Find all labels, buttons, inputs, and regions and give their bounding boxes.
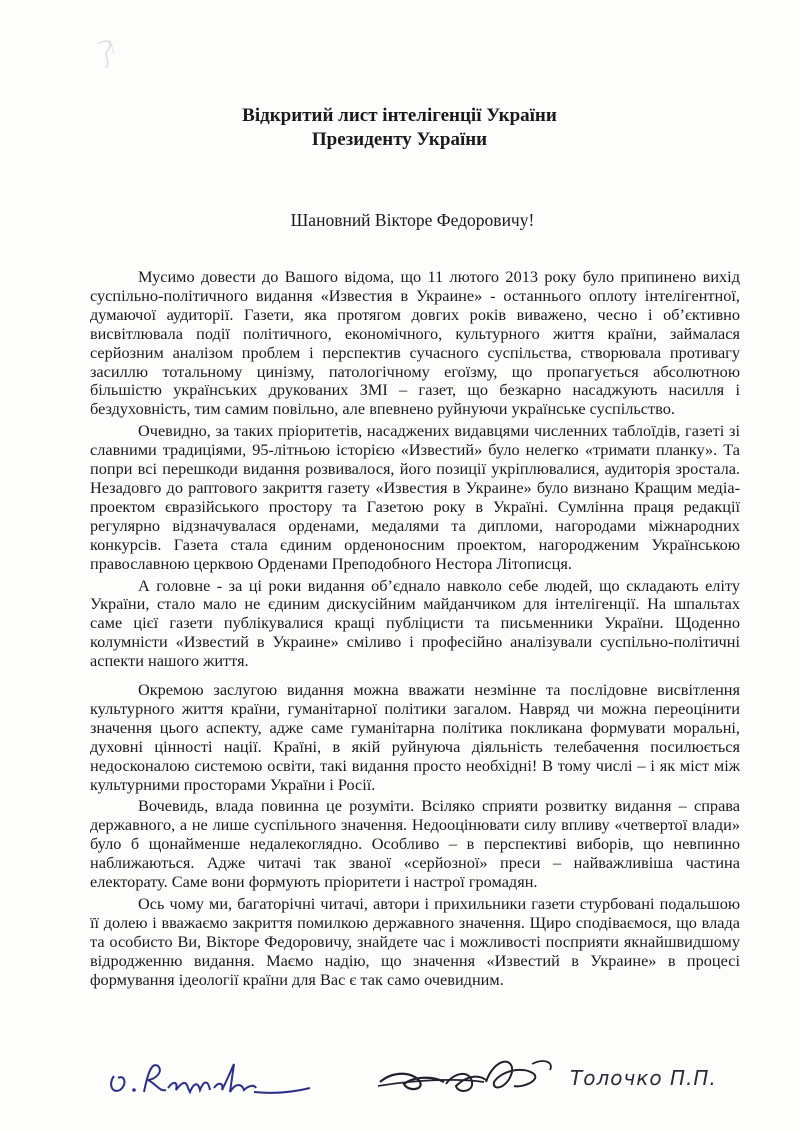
signature-area: [104, 1052, 744, 1112]
paragraph-2: Очевидно, за таких пріоритетів, насаджених видавцями численних таблоїдів, газеті зі славними традиціями, 95-літньою історією «Известий» було нелегко «тримати планку». Та попри всі перешкоди видання розвивалося, його позиції укріплювалися, аудиторія зростала. Незадовго до раптового закриття газету «Известия в Украине» було визнано Кращим медіа-проектом євразійського простору та Газетою року в Україні. Сумлінна праця редакції регулярно відзначувалася орденами, медалями та дипломи, нагородами міжнародних конкурсів. Газета стала єдиним орденоносним проектом, нагородженим Українською православною церквою Орденами Преподобного Нестора Літописця.: [90, 421, 740, 573]
signature-2-handwritten: [374, 1052, 564, 1104]
margin-pencil-mark: [92, 36, 122, 76]
paragraph-4: Окремою заслугою видання можна вважати незмінне та послідовне висвітлення культурного життя країни, гуманітарної політики загалом. Навряд чи можна переоцінити значення цього аспекту, адже саме гуманітарна політика покликана формувати моральні, духовні цінності нації. Країні, в якій руйнуюча діяльність телебачення посилюється недосконалою системою освіти, такі видання просто необхідні! В тому числі – і як міст між культурними просторами України і Росії.: [90, 680, 740, 794]
paragraph-5: Вочевидь, влада повинна це розуміти. Всіляко сприяти розвитку видання – справа державного, а не лише суспільного значення. Недооцінювати силу впливу «четвертої влади» було б щонайменше недалекоглядно. Особливо – в перспективі виборів, що невпинно наближаються. Адже читачі так званої «серйозної» преси – найважливіша частина електорату. Саме вони формують пріоритети і настрої громадян.: [90, 796, 740, 892]
title-line-2: Президенту України: [311, 129, 488, 150]
letter-body: [90, 268, 740, 993]
paragraph-3: А головне - за ці роки видання об’єднало навколо себе людей, що складають еліту України, стало мало не єдиним дискусійним майданчиком для інтелігенції. На шпальтах саме цієї газети публікувалися кращі публіцисти та письменники України. Щоденно колумністи «Известий в Украине» сміливо і професійно аналізували суспільно-політичні аспекти нашого життя.: [90, 575, 740, 671]
signer-2-name: Толочко П.П.: [570, 1066, 717, 1090]
signature-1-handwritten: [104, 1052, 314, 1102]
title-line-1: Відкритий лист інтелігенції України: [242, 105, 557, 126]
letter-title: [0, 104, 799, 152]
paragraph-1: Мусимо довести до Вашого відома, що 11 лютого 2013 року було припинено вихід суспільно-політичного видання «Известия в Украине» - останнього оплоту інтелігентної, думаючої аудиторії. Газети, яка протягом довгих років виважено, чесно і об’єктивно висвітлювала події політичного, економічного, культурного життя країни, займалася серйозним аналізом проблем і перспектив сучасного суспільства, створювала противагу засиллю тотальному цинізму, патологічному егоїзму, що пропагується абсолютною більшістю українських друкованих ЗМІ – газет, що безкарно насаджують насилля і бездуховність, тим самим повільно, але впевнено руйнуючи українське суспільство.: [90, 267, 740, 419]
paragraph-6: Ось чому ми, багаторічні читачі, автори і прихильники газети стурбовані подальшою її долею і вважаємо закриття помилкою державного значення. Щиро сподіваємося, що влада та особисто Ви, Вікторе Федоровичу, знайдете час і можливості посприяти якнайшвидшому відродженню видання. Маємо надію, що значення «Известий в Украине» в процесі формування ідеології країни для Вас є так само очевидним.: [90, 894, 740, 989]
salutation: Шановний Вікторе Федоровичу!: [290, 210, 535, 230]
